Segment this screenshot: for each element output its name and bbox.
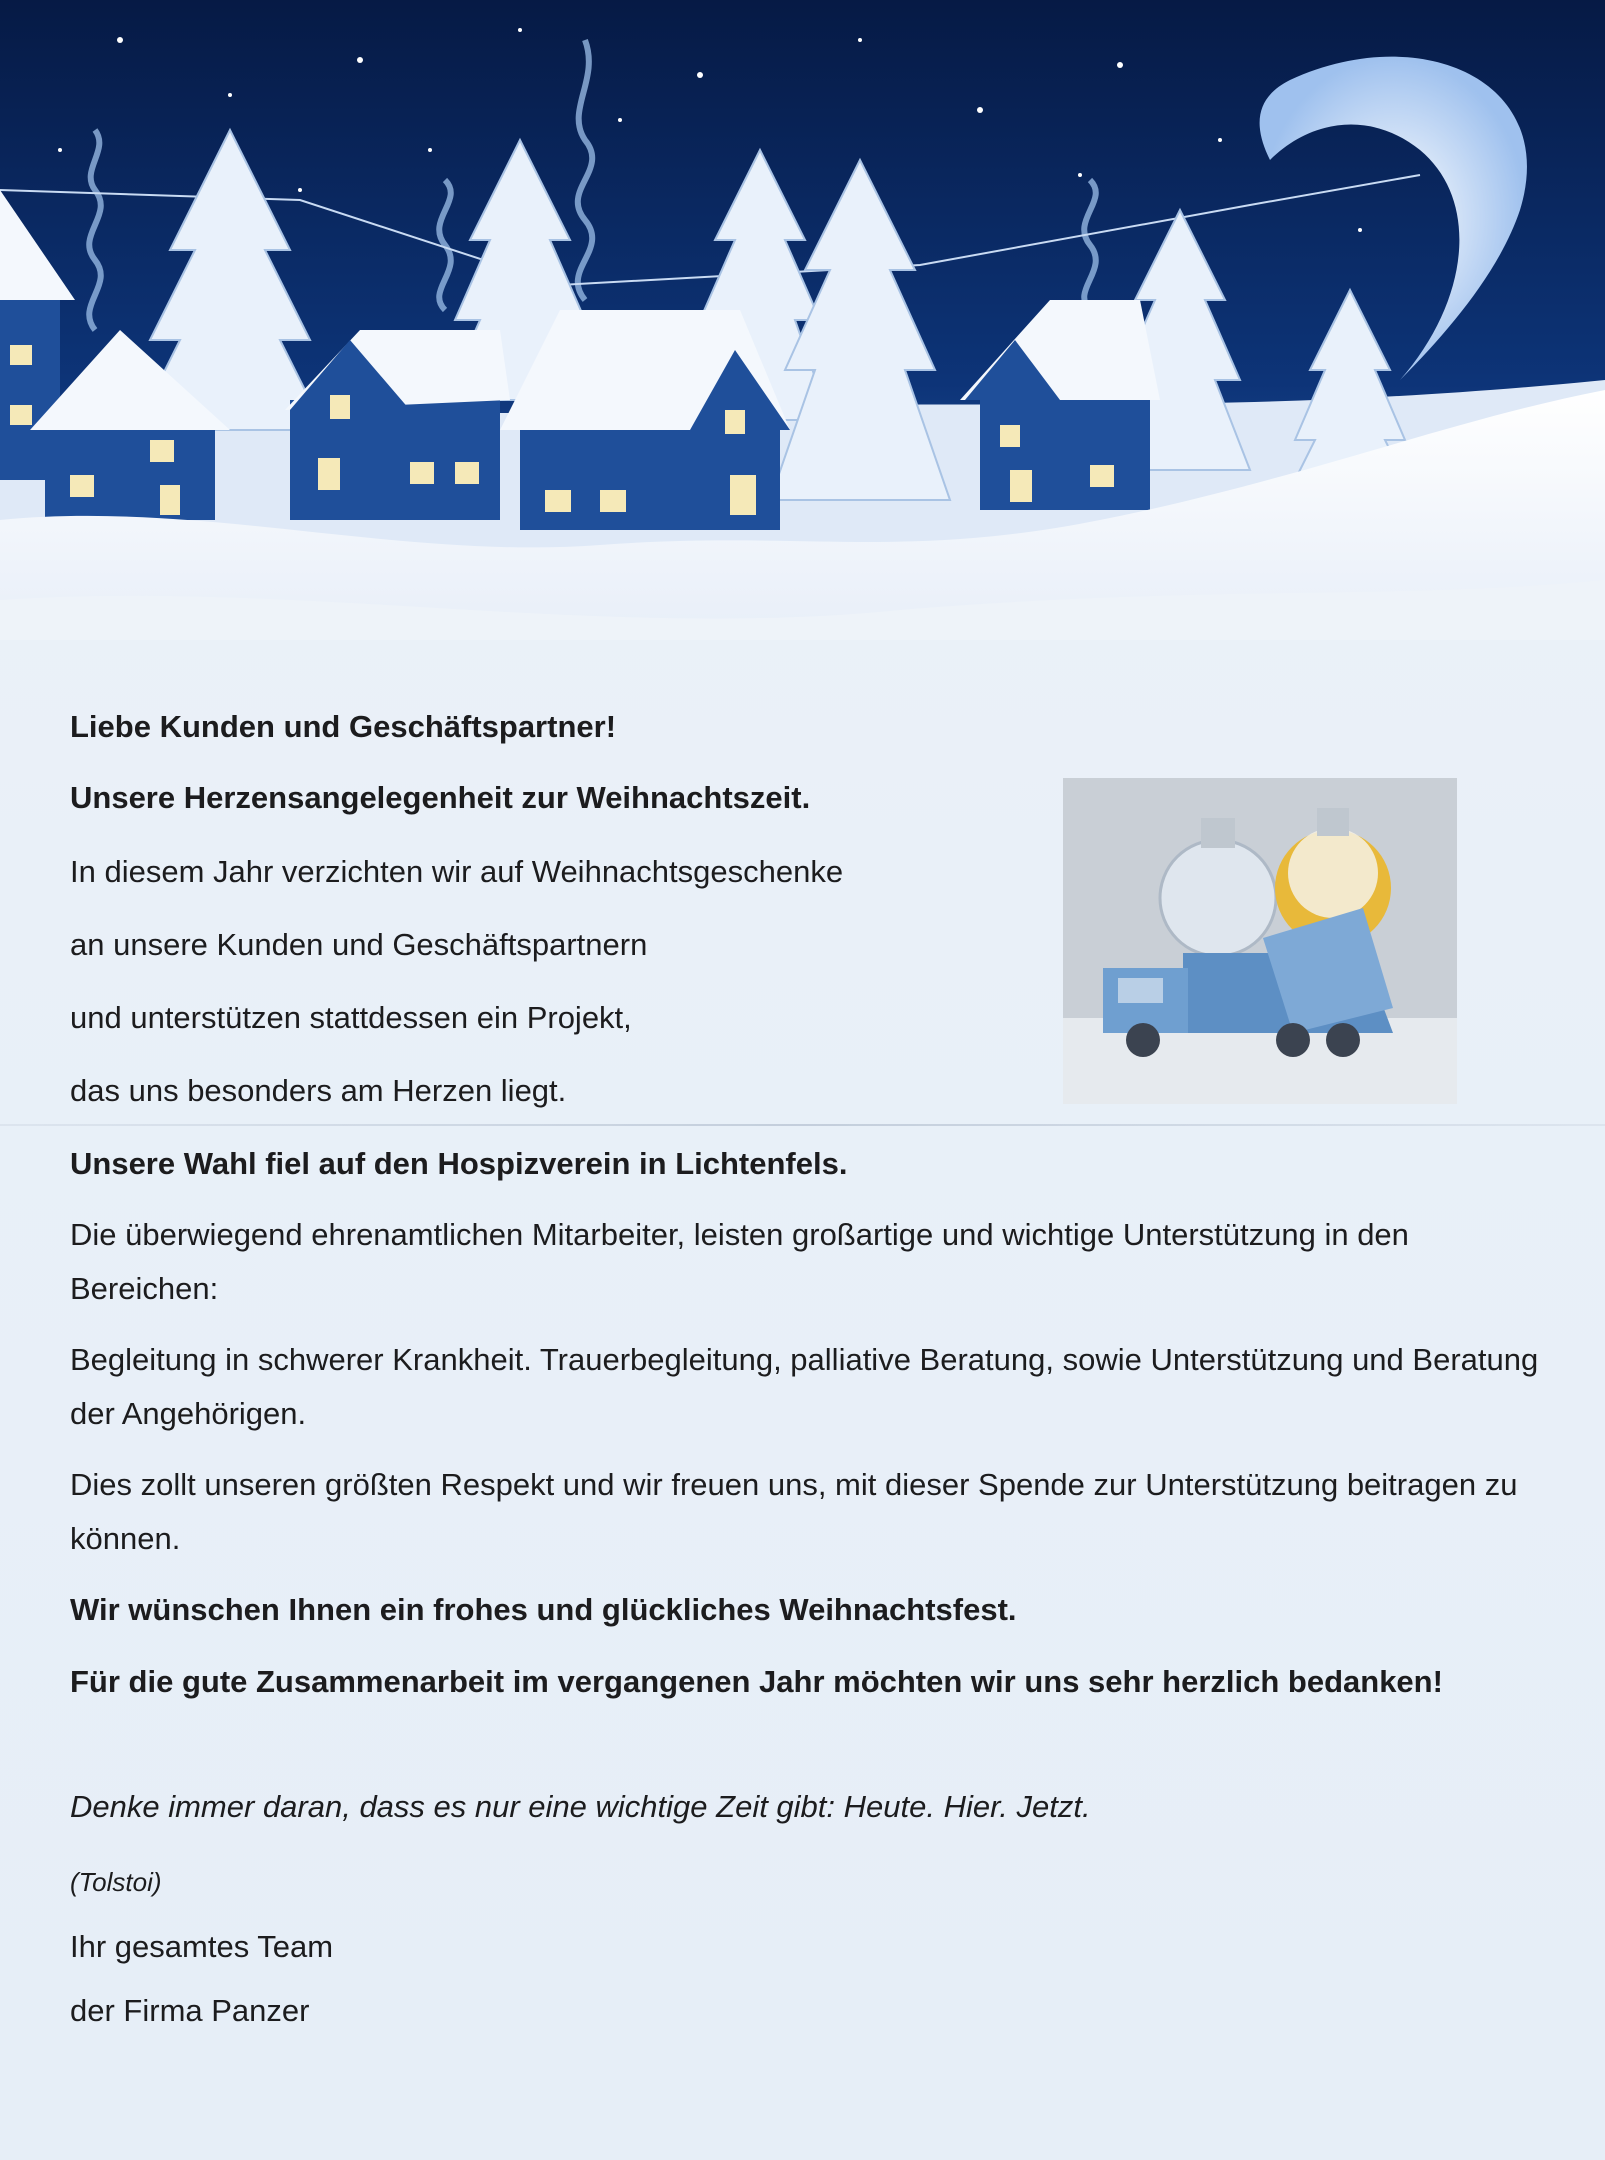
paper-fold-line — [0, 1124, 1605, 1126]
winter-village-illustration — [0, 0, 1605, 640]
winter-village-banner — [0, 0, 1605, 640]
greeting: Liebe Kunden und Geschäftspartner! — [70, 709, 617, 744]
intro-line: In diesem Jahr verzichten wir auf Weihnachtsgeschenke — [70, 854, 844, 889]
intro-line: und unterstützen stattdessen ein Projekt, — [70, 1000, 632, 1035]
respect-paragraph: Dies zollt unseren größten Respekt und wir freuen uns, mit dieser Spende zur Unterstützung beitragen zu können. — [70, 1467, 1518, 1556]
intro-line: das uns besonders am Herzen liegt. — [70, 1073, 567, 1108]
thanks-paragraph: Für die gute Zusammenarbeit im vergangenen Jahr möchten wir uns sehr herzlich bedanken! — [70, 1664, 1443, 1699]
christmas-wish: Wir wünschen Ihnen ein frohes und glückliches Weihnachtsfest. — [70, 1592, 1017, 1627]
areas-paragraph: Begleitung in schwerer Krankheit. Trauerbegleitung, palliative Beratung, sowie Unterstützung und Beratung der Angehörigen. — [70, 1342, 1539, 1431]
signoff-company: der Firma Panzer — [70, 1993, 310, 2028]
choice-statement: Unsere Wahl fiel auf den Hospizverein in Lichtenfels. — [70, 1146, 848, 1181]
intro-line: an unsere Kunden und Geschäftspartnern — [70, 927, 648, 962]
signoff-team: Ihr gesamtes Team — [70, 1929, 334, 1964]
quote-author: (Tolstoi) — [70, 1867, 162, 1897]
subject: Unsere Herzensangelegenheit zur Weihnachtszeit. — [70, 780, 811, 815]
christmas-truck-photo — [1063, 778, 1457, 1104]
volunteers-paragraph: Die überwiegend ehrenamtlichen Mitarbeiter, leisten großartige und wichtige Unterstützung in den Bereichen: — [70, 1217, 1409, 1306]
tolstoy-quote: Denke immer daran, dass es nur eine wichtige Zeit gibt: Heute. Hier. Jetzt. — [70, 1789, 1091, 1824]
toy-truck-with-christmas-baubles — [1063, 778, 1457, 1104]
